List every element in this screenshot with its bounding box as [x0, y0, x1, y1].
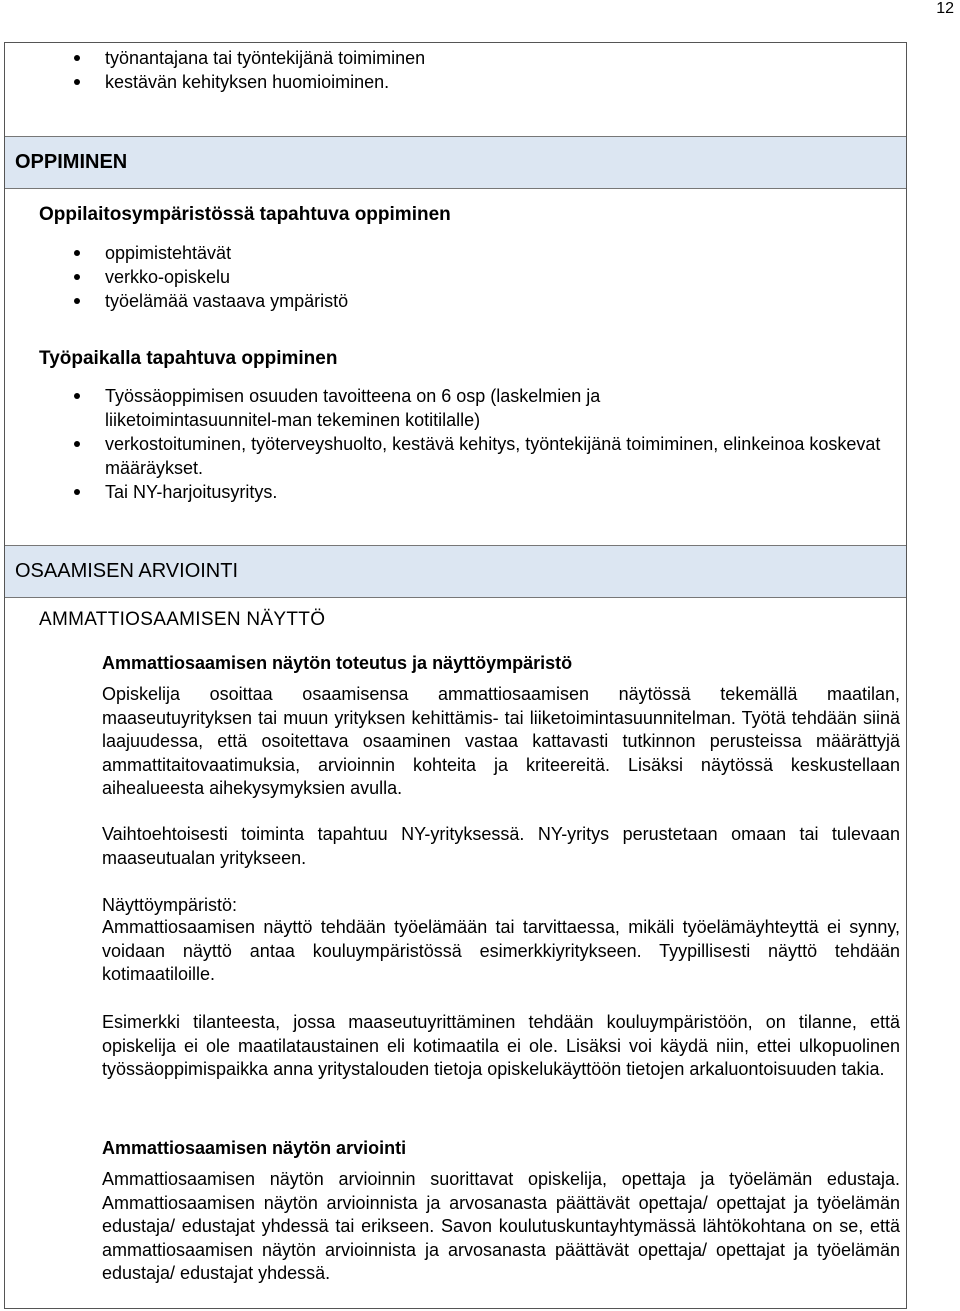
- list-item: oppimistehtävät: [5, 241, 885, 265]
- oppilaitos-heading: Oppilaitosympäristössä tapahtuva oppiminen: [39, 204, 451, 225]
- ymparisto-label: Näyttöympäristö:: [102, 895, 238, 915]
- tyopaikka-list: [5, 384, 900, 504]
- arviointi-paragraph: Ammattiosaamisen näytön arvioinnin suorittavat opiskelija, opettaja ja työelämän edustaja. Ammattiosaamisen näytön arvioinnista ja arvosanasta päättävät opettaja/ opettajat ja työelämän edustaja/ edustajat yhdessä tai erikseen. Savon koulutuskuntayhtymässä lähtökohtana on se, että ammattiosaamisen näytön arvioinnista ja arvosanasta päättävät opettaja/ opettajat ja työelämän edustaja/ edustajat yhdessä.: [102, 1169, 900, 1283]
- esimerkki-paragraph: Esimerkki tilanteesta, jossa maaseutuyrittäminen tehdään kouluympäristöön, on tilanne, että opiskelija ei ole maatilataustainen eli kotimaatila ei ole. Lisäksi voi käydä niin, ettei ulkopuolinen työssäoppimispaikka anna yritystalouden tietoja opiskelukäyttöön tietojen arkaluontoisuuden takia.: [102, 1012, 900, 1079]
- oppilaitos-list: [5, 241, 885, 313]
- list-item: työelämää vastaava ympäristö: [5, 289, 885, 313]
- list-item: Työssäoppimisen osuuden tavoitteena on 6 osp (laskelmien ja liiketoimintasuunnitel-man tekeminen kotitilalle): [5, 384, 900, 432]
- list-item: Tai NY-harjoitusyritys.: [5, 480, 900, 504]
- list-item: verkostoituminen, työterveyshuolto, kestävä kehitys, työntekijänä toimiminen, elinkeinoa koskevat määräykset.: [5, 432, 900, 480]
- ny-paragraph: Vaihtoehtoisesti toiminta tapahtuu NY-yrityksessä. NY-yritys perustetaan omaan tai tulevaan maaseutualan yritykseen.: [102, 824, 900, 868]
- ymparisto-paragraph: Ammattiosaamisen näyttö tehdään työelämään tai tarvittaessa, mikäli työelämäyhteyttä ei synny, voidaan näyttö antaa kouluympäristössä esimerkkiyritykseen. Tyypillisesti näyttö tehdään kotimaatiloille.: [102, 917, 900, 984]
- arviointi-heading: Ammattiosaamisen näytön arviointi: [102, 1138, 407, 1158]
- page-number: 12: [936, 0, 954, 17]
- toteutus-heading: Ammattiosaamisen näytön toteutus ja näyttöympäristö: [102, 653, 573, 673]
- content-table: [4, 42, 907, 1309]
- intro-list: [5, 46, 885, 94]
- list-item: verkko-opiskelu: [5, 265, 885, 289]
- list-item: työnantajana tai työntekijänä toimiminen: [5, 46, 885, 70]
- toteutus-paragraph: Opiskelija osoittaa osaamisensa ammattiosaamisen näytössä tekemällä maatilan, maaseutuyrityksen tai muun yrityksen kehittämis- tai liiketoimintasuunnitelman. Työtä tehdään siinä laajuudessa, että osoitettava osaaminen vastaa kattavasti tutkinnon perusteissa määrättyjä ammattitaitovaatimuksia, arvioinnin kohteita ja kriteereitä. Lisäksi näytössä keskustellaan aihealueesta aihekysymyksien avulla.: [102, 684, 900, 798]
- tyopaikka-heading: Työpaikalla tapahtuva oppiminen: [39, 348, 338, 369]
- section-header-arviointi: OSAAMISEN ARVIOINTI: [5, 545, 906, 598]
- section-header-oppiminen: OPPIMINEN: [5, 136, 906, 189]
- list-item: kestävän kehityksen huomioiminen.: [5, 70, 885, 94]
- naytto-heading: AMMATTIOSAAMISEN NÄYTTÖ: [39, 609, 326, 630]
